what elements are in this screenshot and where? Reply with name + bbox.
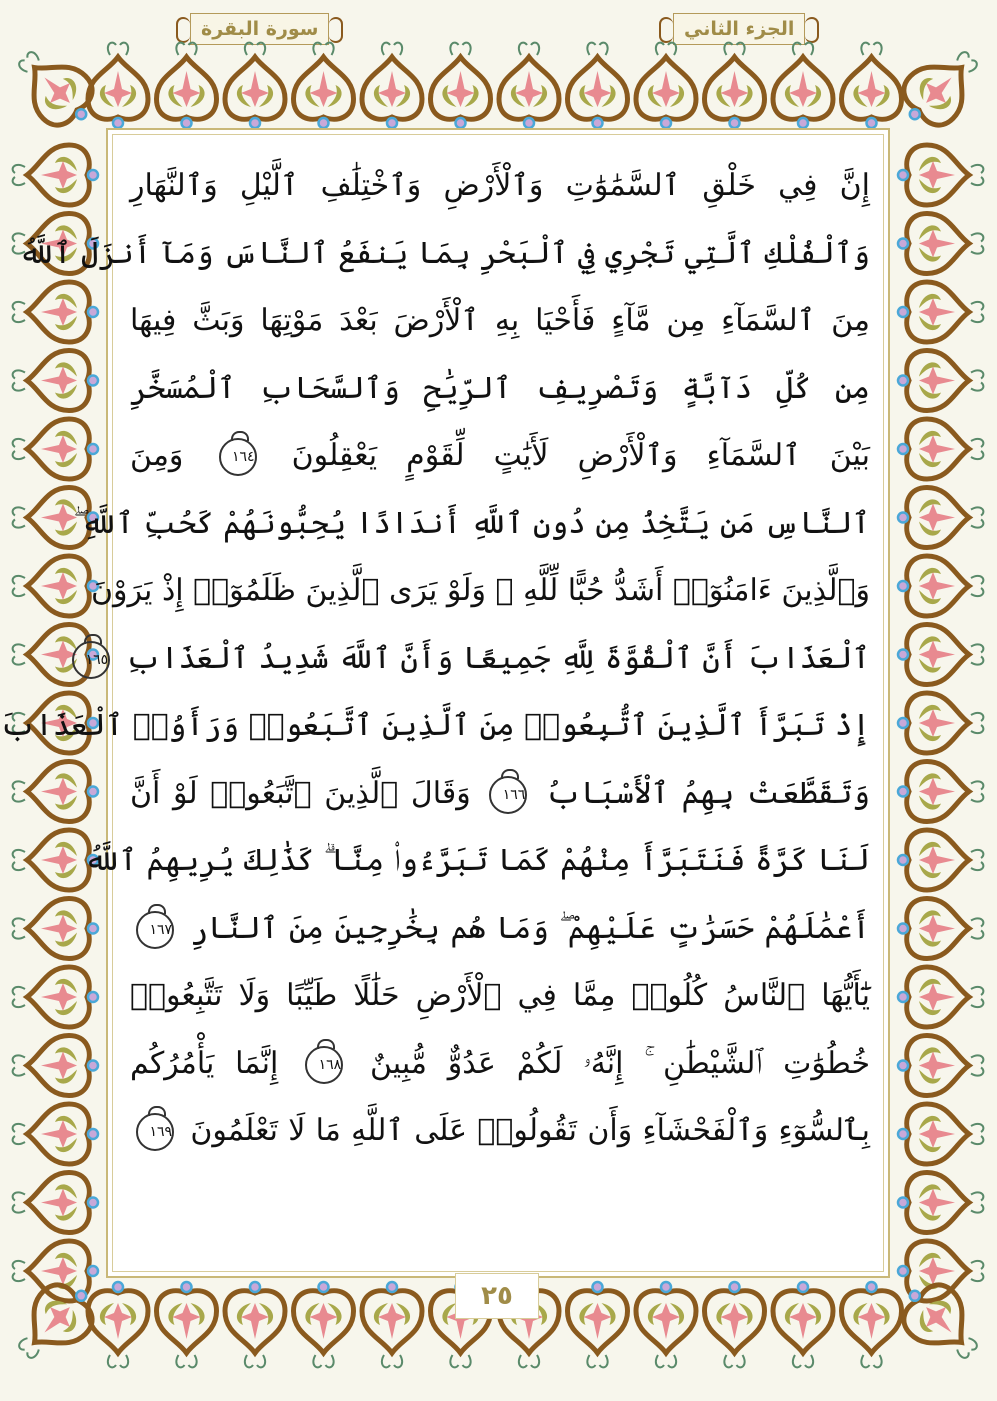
border-motif xyxy=(898,282,983,342)
border-motif xyxy=(88,1282,148,1367)
verse-text: خُطُوَٰتِ ٱلشَّيْطَٰنِ ۚ إِنَّهُۥ لَكُمْ عَدُوٌّ مُّبِينٌ xyxy=(369,1045,870,1081)
ayah-number-marker: ١٦٧ xyxy=(136,911,174,949)
text-line xyxy=(84,827,870,895)
border-motif xyxy=(225,43,285,128)
text-line xyxy=(130,355,870,423)
border-motif xyxy=(898,419,983,479)
border-motif xyxy=(225,1282,285,1367)
border-motif xyxy=(362,1282,422,1367)
text-line xyxy=(130,287,870,355)
surah-name-label xyxy=(172,12,347,46)
border-motif xyxy=(568,43,628,128)
label-ornament-right-icon xyxy=(805,14,823,44)
border-motif xyxy=(898,967,983,1027)
border-motif xyxy=(499,43,559,128)
verse-text: وَقَالَ ٱلَّذِينَ ٱتَّبَعُوا۟ لَوْ أَنَّ xyxy=(130,775,471,811)
border-motif xyxy=(898,1173,983,1233)
border-motif xyxy=(705,43,765,128)
border-motif xyxy=(898,488,983,548)
border-motif xyxy=(842,43,902,128)
border-motif xyxy=(898,830,983,890)
border-motif xyxy=(773,43,833,128)
border-motif xyxy=(13,419,98,479)
border-motif xyxy=(636,43,696,128)
border-motif xyxy=(773,1282,833,1367)
border-motif xyxy=(13,556,98,616)
verse-text: بَيْنَ ٱلسَّمَآءِ وَٱلْأَرْضِ لَأَيَٰتٍ لِّقَوْمٍ يَعْقِلُونَ xyxy=(291,438,870,473)
text-line xyxy=(130,760,870,828)
label-ornament-left-icon xyxy=(655,14,673,44)
text-line xyxy=(0,692,870,760)
border-motif xyxy=(898,1104,983,1164)
verse-text: ٱلْعَذَابَ أَنَّ ٱلْقُوَّةَ لِلَّهِ جَمِيعًا وَأَنَّ ٱللَّهَ شَدِيدُ ٱلْعَذَابِ xyxy=(125,640,870,676)
border-motif xyxy=(13,145,98,205)
border-motif xyxy=(898,145,983,205)
border-motif xyxy=(13,762,98,822)
verse-text: مِنَ ٱلسَّمَآءِ مِن مَّآءٍ فَأَحْيَا بِهِ ٱلْأَرْضَ بَعْدَ مَوْتِهَا وَبَثَّ فِيهَا xyxy=(130,303,870,338)
verse-text: إِذْ تَبَرَّأَ ٱلَّذِينَ ٱتُّبِعُوا۟ مِنَ ٱلَّذِينَ ٱتَّبَعُوا۟ وَرَأَوُا۟ ٱلْعَذَابَ xyxy=(0,708,870,743)
text-line xyxy=(73,490,870,558)
text-line xyxy=(130,152,870,220)
border-motif xyxy=(898,693,983,753)
border-motif xyxy=(88,43,148,128)
text-line xyxy=(130,422,870,490)
border-motif xyxy=(362,43,422,128)
verse-text: إِنَّ فِي خَلْقِ ٱلسَّمَٰوَٰتِ وَٱلْأَرْضِ وَٱخْتِلَٰفِ ٱلَّيْلِ وَٱلنَّهَارِ xyxy=(130,168,870,203)
verse-text: ٱلنَّاسِ مَن يَتَّخِذُ مِن دُونِ ٱللَّهِ أَندَادًا يُحِبُّونَهُمْ كَحُبِّ ٱللَّهِ ۖ xyxy=(73,505,870,541)
border-motif xyxy=(898,351,983,411)
surah-name-text: سورة البقرة xyxy=(190,13,329,45)
text-line xyxy=(90,557,870,625)
verse-text: وَٱلْفُلْكِ ٱلَّتِي تَجْرِي فِي ٱلْبَحْرِ بِمَا يَنفَعُ ٱلنَّاسَ وَمَآ أَنزَلَ ٱللَّهُ xyxy=(18,235,870,271)
border-motif xyxy=(13,967,98,1027)
verse-text: يَٰٓأَيُّهَا ٱلنَّاسُ كُلُوا۟ مِمَّا فِي ٱلْأَرْضِ حَلَٰلًا طَيِّبًا وَلَا تَتَّبِعُوا۟ xyxy=(130,978,870,1013)
border-motif xyxy=(3,36,106,139)
border-motif xyxy=(13,1173,98,1233)
border-motif xyxy=(294,43,354,128)
text-line xyxy=(130,895,870,963)
text-line xyxy=(18,220,870,288)
ayah-number-marker: ١٦٩ xyxy=(136,1113,174,1151)
border-motif xyxy=(568,1282,628,1367)
border-motif xyxy=(157,43,217,128)
border-motif xyxy=(636,1282,696,1367)
page-number: ٢٥ xyxy=(455,1273,539,1319)
verse-text: وَمِنَ xyxy=(130,438,184,473)
border-motif xyxy=(898,762,983,822)
verse-text: مِن كُلِّ دَآبَّةٍ وَتَصْرِيفِ ٱلرِّيَٰحِ وَٱلسَّحَابِ ٱلْمُسَخَّرِ xyxy=(130,370,870,406)
text-line xyxy=(130,1030,870,1098)
border-motif xyxy=(294,1282,354,1367)
ayah-number-marker: ١٦٨ xyxy=(305,1046,343,1084)
border-motif xyxy=(13,282,98,342)
ayah-number-marker: ١٦٥ xyxy=(72,641,110,679)
border-motif xyxy=(13,1104,98,1164)
border-motif xyxy=(842,1282,902,1367)
ayah-number-marker: ١٦٦ xyxy=(489,776,527,814)
border-motif xyxy=(898,1036,983,1096)
border-motif xyxy=(13,351,98,411)
juz-label xyxy=(655,12,823,46)
juz-text: الجزء الثاني xyxy=(673,13,805,45)
label-ornament-right-icon xyxy=(329,14,347,44)
border-motif xyxy=(431,43,491,128)
border-motif xyxy=(898,899,983,959)
ayah-number-marker: ١٦٤ xyxy=(219,438,257,476)
text-line xyxy=(130,1097,870,1165)
verse-text: أَعْمَٰلَهُمْ حَسَرَٰتٍ عَلَيْهِمْ ۖ وَمَا هُم بِخَٰرِجِينَ مِنَ ٱلنَّارِ xyxy=(190,910,870,946)
verse-text: إِنَّمَا يَأْمُرُكُم xyxy=(130,1045,279,1081)
border-motif xyxy=(898,556,983,616)
text-line xyxy=(130,962,870,1030)
border-motif xyxy=(157,1282,217,1367)
border-motif xyxy=(13,1036,98,1096)
text-line xyxy=(85,625,870,693)
border-motif xyxy=(898,214,983,274)
label-ornament-left-icon xyxy=(172,14,190,44)
verse-text: لَنَا كَرَّةً فَنَتَبَرَّأَ مِنْهُمْ كَمَا تَبَرَّءُوا۟ مِنَّا ۗ كَذَٰلِكَ يُرِيهِمُ ٱللَّهُ xyxy=(84,843,870,878)
border-motif xyxy=(13,899,98,959)
verse-text: وَتَقَطَّعَتْ بِهِمُ ٱلْأَسْبَابُ xyxy=(545,775,870,811)
border-motif xyxy=(898,625,983,685)
border-motif xyxy=(705,1282,765,1367)
verse-text: بِٱلسُّوٓءِ وَٱلْفَحْشَآءِ وَأَن تَقُولُوا۟ عَلَى ٱللَّهِ مَا لَا تَعْلَمُونَ xyxy=(190,1113,870,1148)
verse-text: وَٱلَّذِينَ ءَامَنُوٓا۟ أَشَدُّ حُبًّا لِّلَّهِ ۗ وَلَوْ يَرَى ٱلَّذِينَ ظَلَمُوٓا۟ إِذْ يَرَوْنَ xyxy=(90,573,870,608)
quran-text-block xyxy=(0,152,870,1165)
border-motif xyxy=(890,36,993,139)
